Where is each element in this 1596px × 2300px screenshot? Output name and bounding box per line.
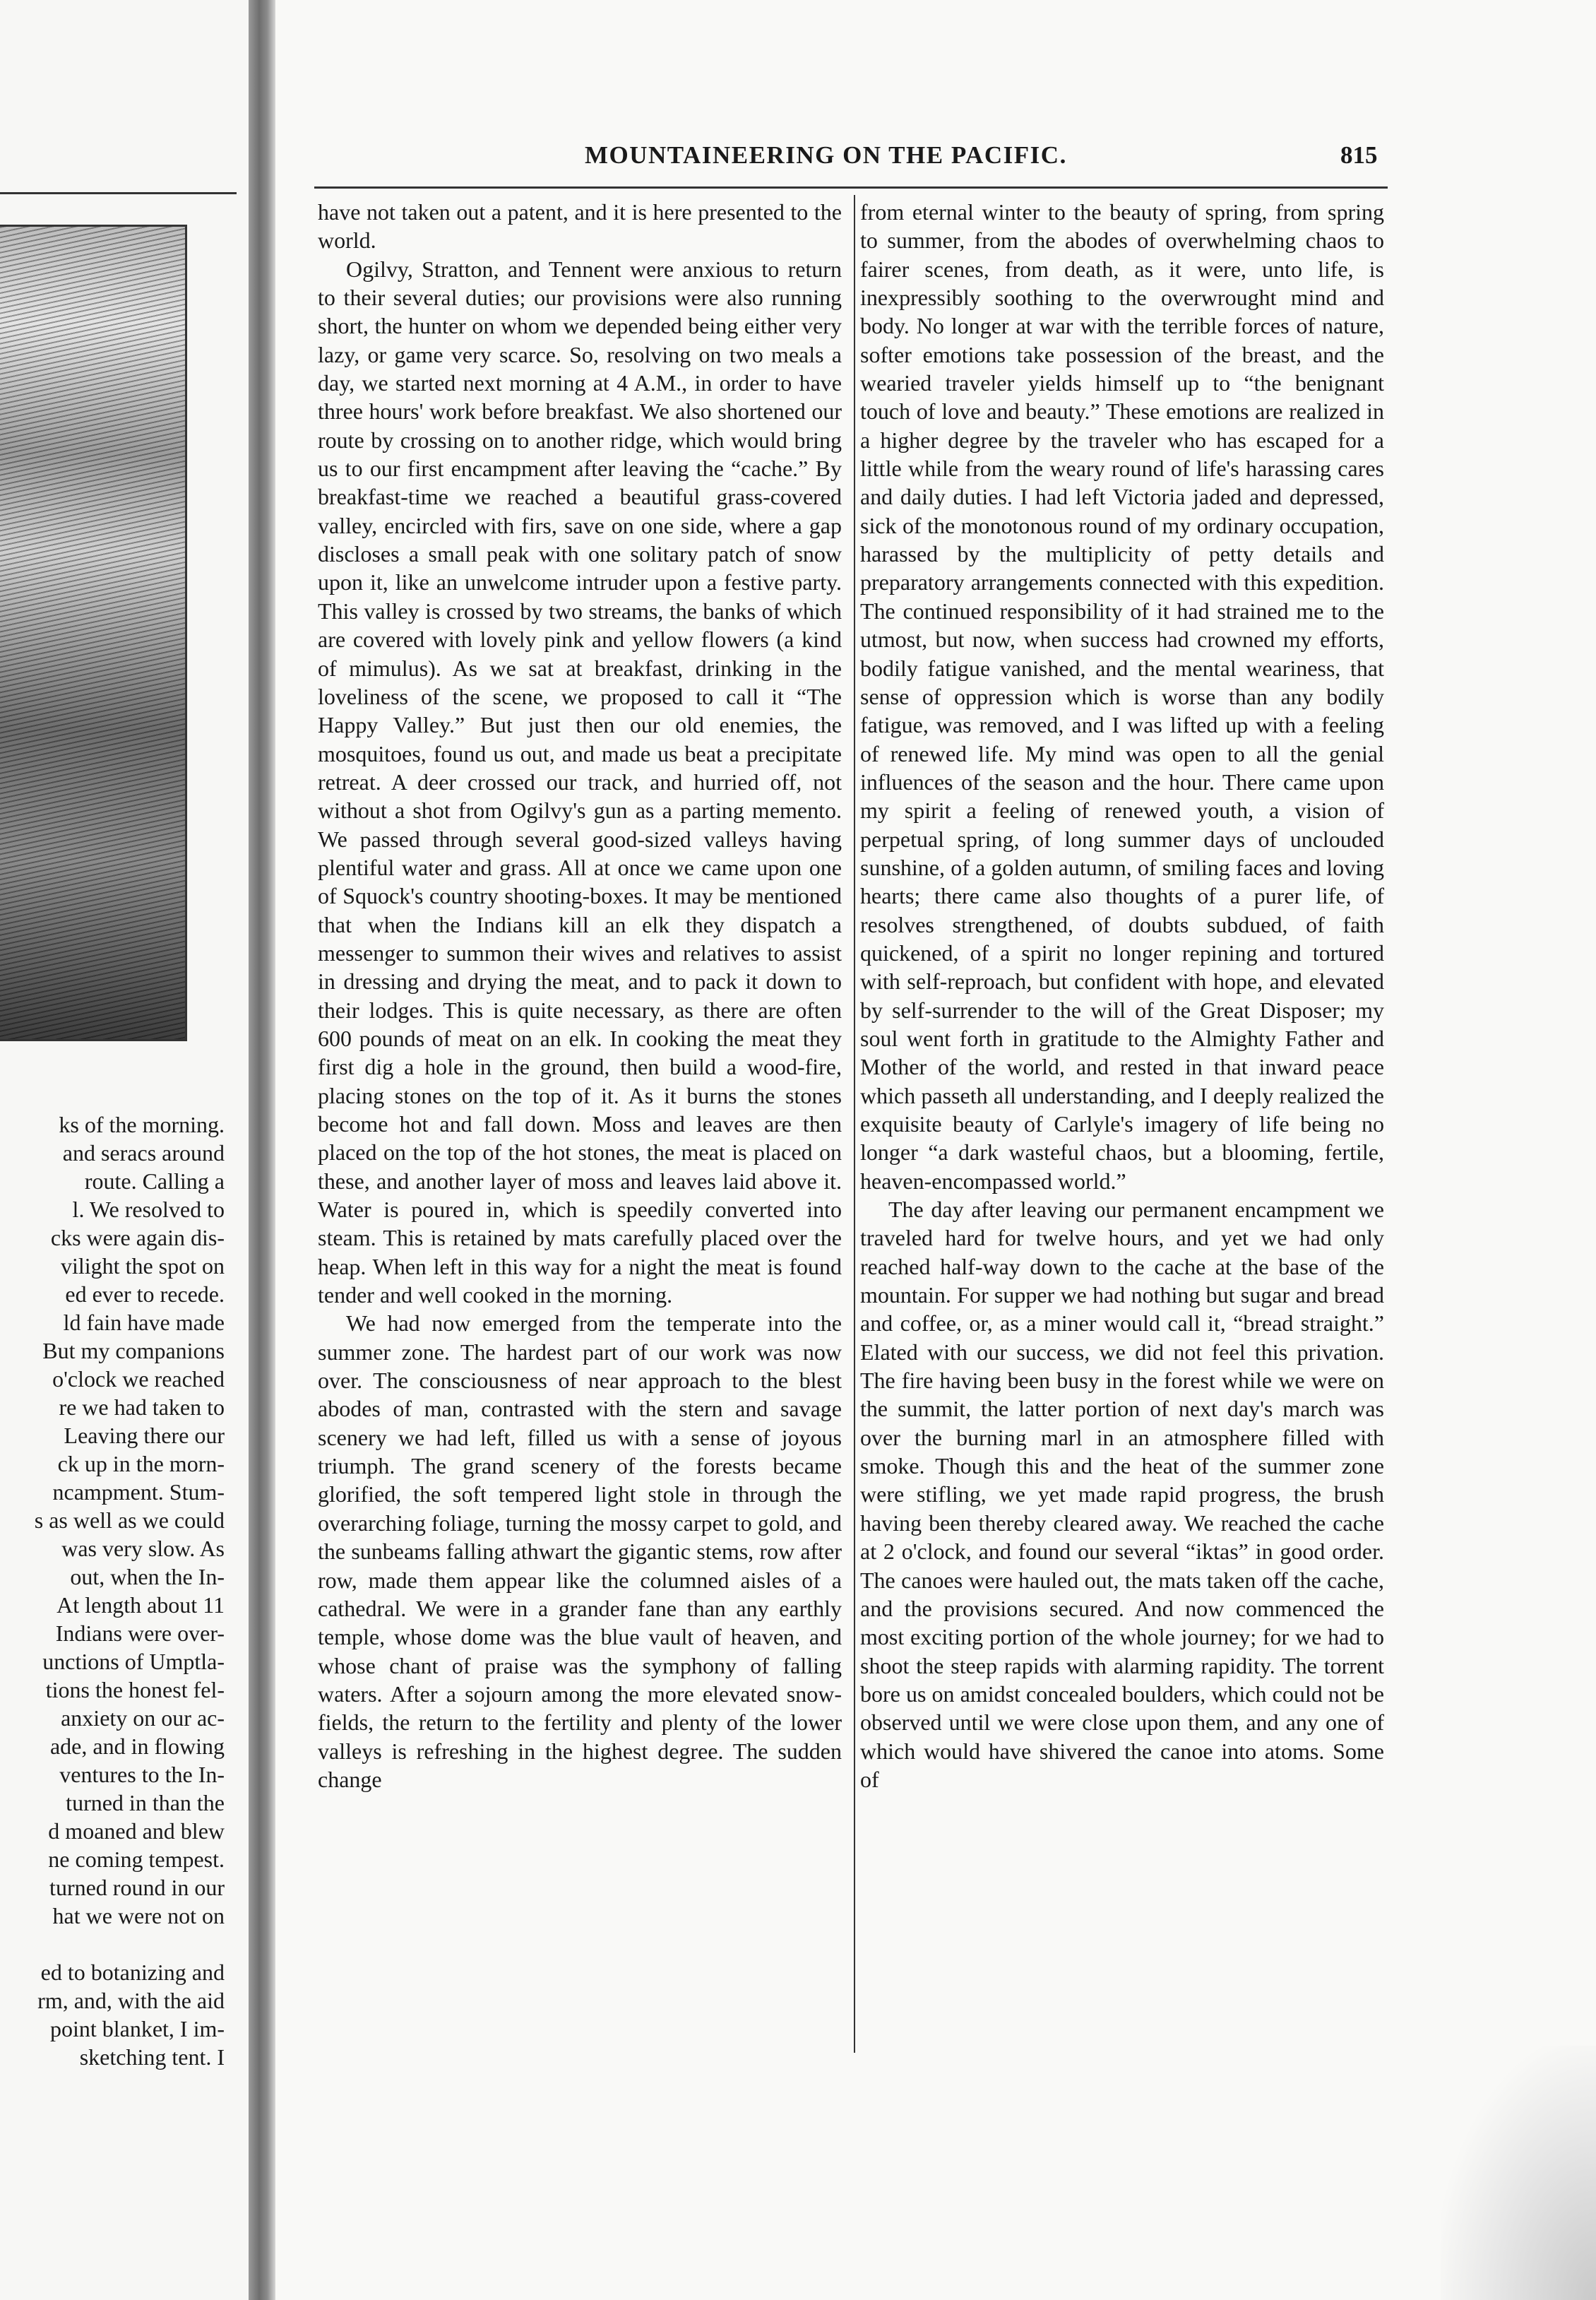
left-line: rm, and, with the aid	[37, 1988, 225, 2013]
left-line: ncampment. Stum-	[52, 1479, 225, 1505]
left-line: route. Calling a	[84, 1168, 225, 1194]
left-line: ld fain have made	[63, 1310, 225, 1335]
text-column-left	[318, 198, 842, 1794]
left-line: cks were again dis-	[50, 1225, 225, 1250]
running-title: MOUNTAINEERING ON THE PACIFIC.	[585, 141, 1067, 169]
left-line: turned in than the	[66, 1790, 225, 1815]
page-corner-shadow	[1441, 2046, 1596, 2300]
left-page-rule	[0, 192, 237, 194]
left-line: turned round in our	[49, 1875, 225, 1900]
left-line: l. We resolved to	[72, 1197, 225, 1222]
left-line: tions the honest fel-	[45, 1677, 225, 1702]
left-page	[0, 0, 249, 2300]
left-line: hat we were not on	[52, 1903, 225, 1928]
left-line: ne coming tempest.	[48, 1846, 225, 1872]
left-line: anxiety on our ac-	[61, 1705, 225, 1731]
paragraph: from eternal winter to the beauty of spring, from spring to summer, from the abodes of overwhelming chaos to fairer scenes, from death, as it were, unto life, is inexpressibly soothing to the overwrought mind and body. No longer at war with the terrible forces of nature, softer emotions take possession of the breast, and the wearied traveler yields himself up to “the benignant touch of love and beauty.” These emotions are realized in a higher degree by the traveler who has escaped for a little while from the weary round of life's harassing cares and daily duties. I had left Victoria jaded and depressed, sick of the monotonous round of my ordinary occupation, harassed by the multiplicity of petty details and preparatory arrangements connected with this expedition. The continued responsibility of it had strained me to the utmost, but now, when success had crowned my efforts, bodily fatigue vanished, and the mental weariness, that sense of oppression which is worse than any bodily fatigue, was removed, and I was lifted up with a feeling of renewed life. My mind was open to all the genial influences of the season and the hour. There came upon my spirit a feeling of renewed youth, a vision of perpetual spring, of long summer days of unclouded sunshine, of a golden autumn, of smiling faces and loving hearts; there came also thoughts of a purer life, of resolves strengthened, of doubts subdued, of faith quickened, of a spirit no longer repining and tortured with self-reproach, but confident with hope, and elevated by self-surrender to the will of the Great Disposer; my soul went forth in gratitude to the Almighty Father and Mother of the world, and rested in that inward peace which passeth all understanding, and I deeply realized the exquisite beauty of Carlyle's imagery of life being no longer “a dark wasteful chaos, but a blooming, fertile, heaven-encompassed world.”	[860, 199, 1384, 1194]
left-line	[0, 1930, 225, 1958]
left-line: ventures to the In-	[59, 1762, 225, 1787]
left-line: ed to botanizing and	[40, 1960, 225, 1985]
engraving-illustration	[0, 225, 187, 1041]
left-line: Indians were over-	[55, 1620, 225, 1646]
header-rule	[314, 186, 1388, 189]
left-line: d moaned and blew	[48, 1818, 225, 1844]
left-line: was very slow. As	[61, 1536, 225, 1561]
left-line: sketching tent. I	[79, 2044, 225, 2070]
left-line: ade, and in flowing	[49, 1733, 225, 1759]
left-line: point blanket, I im-	[49, 2016, 225, 2041]
left-line: s as well as we could	[34, 1507, 225, 1533]
left-line: ks of the morning.	[59, 1112, 225, 1137]
left-line: unctions of Umptla-	[42, 1649, 225, 1674]
column-divider	[854, 195, 855, 2053]
left-line: o'clock we reached	[52, 1366, 225, 1392]
left-line: At length about 11	[56, 1592, 225, 1618]
left-line: and seracs around	[62, 1140, 225, 1166]
text-column-right	[860, 198, 1384, 1794]
page-number: 815	[1340, 141, 1378, 169]
left-line: vilight the spot on	[61, 1253, 225, 1279]
paragraph: have not taken out a patent, and it is here presented to the world.	[318, 199, 842, 254]
left-line: out, when the In-	[70, 1564, 225, 1589]
paragraph: We had now emerged from the temperate into the summer zone. The hardest part of our work was now over. The consciousness of near approach to the blest abodes of man, contrasted with the stern and savage scenery we had left, filled us with a sense of joyous triumph. The grand scenery of the forests became glorified, the soft tempered light stole in through the overarching foliage, turning the mossy carpet to gold, and the sunbeams falling athwart the gigantic stems, row after row, made them appear like the columned aisles of a cathedral. We were in a grander fane than any earthly temple, whose dome was the blue vault of heaven, and whose chant of praise was the symphony of falling waters. After a sojourn among the more elevated snow-fields, the return to the fertility and plenty of the lower valleys is refreshing in the highest degree. The sudden change	[318, 1310, 842, 1792]
left-line: ed ever to recede.	[65, 1281, 225, 1307]
paragraph: The day after leaving our permanent encampment we traveled hard for twelve hours, and yet we had only reached half-way down to the cache at the base of the mountain. For supper we had nothing but sugar and bread and coffee, or, as a miner would call it, “bread straight.” Elated with our success, we did not feel this privation. The fire having been busy in the forest while we were on the summit, the latter portion of next day's march was over the burning marl in an atmosphere filled with smoke. Though this and the heat of the summer zone were stifling, we yet made rapid progress, the brush having been thereby cleared away. We reached the cache at 2 o'clock, and found our several “iktas” in good order. The canoes were hauled out, the mats taken off the cache, and the provisions secured. And now commenced the most exciting portion of the whole journey; for we had to shoot the steep rapids with alarming rapidity. The torrent bore us on amidst concealed boulders, which could not be observed until we were close upon them, and any one of which would have shivered the canoe into atoms. Some of	[860, 1197, 1384, 1792]
book-gutter	[249, 0, 275, 2300]
left-line: Leaving there our	[64, 1423, 225, 1448]
left-line: ck up in the morn-	[57, 1451, 225, 1476]
left-page-text	[0, 1110, 225, 2071]
left-line: re we had taken to	[59, 1394, 225, 1420]
paragraph: Ogilvy, Stratton, and Tennent were anxious to return to their several duties; our provisions were also running short, the hunter on whom we depended being either very lazy, or game very scarce. So, resolving on two meals a day, we started next morning at 4 A.M., in order to have three hours' work before breakfast. We also shortened our route by crossing on to another ridge, which would bring us to our first encampment after leaving the “cache.” By breakfast-time we reached a beautiful grass-covered valley, encircled with firs, save on one side, where a gap discloses a small peak with one solitary patch of snow upon it, like an unwelcome intruder upon a festive party. This valley is crossed by two streams, the banks of which are covered with lovely pink and yellow flowers (a kind of mimulus). As we sat at breakfast, drinking in the loveliness of the scene, we proposed to call it “The Happy Valley.” But just then our old enemies, the mosquitoes, found us out, and made us beat a precipitate retreat. A deer crossed our track, and hurried off, not without a shot from Ogilvy's gun as a parting memento. We passed through several good-sized valleys having plentiful water and grass. All at once we came upon one of Squock's country shooting-boxes. It may be mentioned that when the Indians kill an elk they dispatch a messenger to summon their wives and relatives to assist in dressing and drying the meat, and to pack it down to their lodges. This is quite necessary, as there are often 600 pounds of meat on an elk. In cooking the meat they first dig a hole in the ground, then build a wood-fire, placing stones on the top of it. As it burns the stones become hot and fall down. Moss and leaves are then placed on the top of the hot stones, the meat is placed on these, and another layer of moss and leaves laid above it. Water is poured in, which is speedily converted into steam. This is retained by mats carefully placed over the heap. When left in this way for a night the meat is found tender and well cooked in the morning.	[318, 256, 842, 1308]
left-line: But my companions	[42, 1338, 225, 1363]
